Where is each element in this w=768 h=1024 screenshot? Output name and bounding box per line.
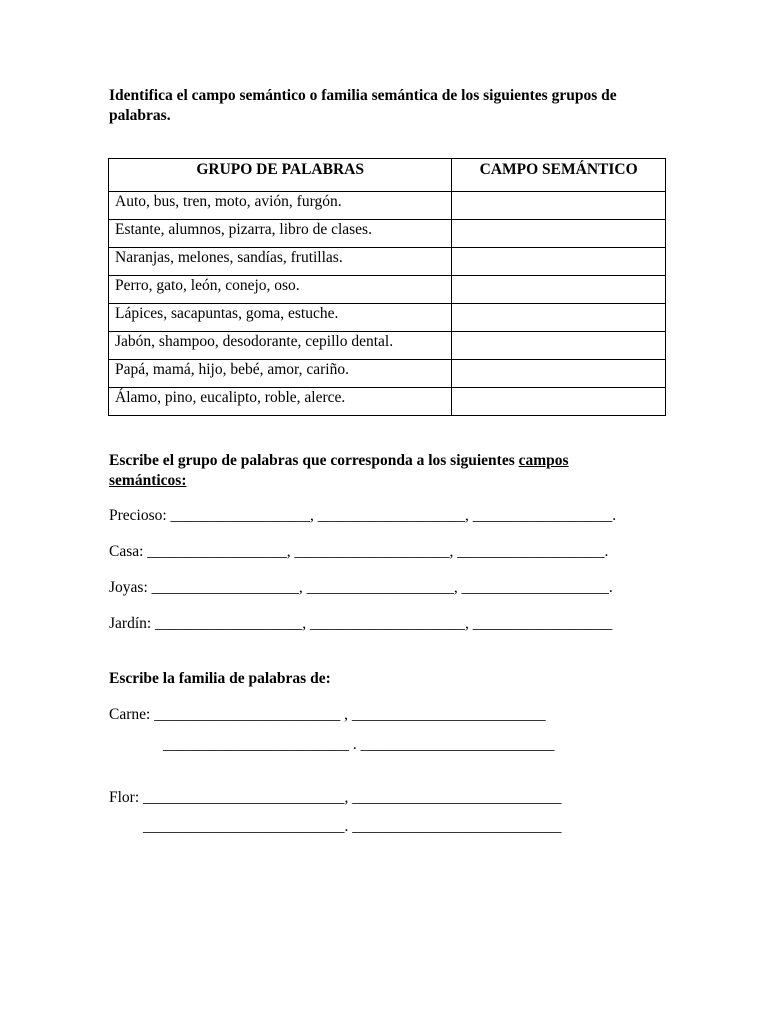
instruction-write-word-groups	[109, 451, 649, 491]
fill-line-joyas[interactable]: Joyas: ___________________, ___________________, ___________________.	[109, 579, 613, 596]
semantic-field-table	[108, 158, 666, 416]
word-group-cell: Naranjas, melones, sandías, frutillas.	[109, 248, 452, 276]
semantic-field-answer-cell[interactable]	[452, 388, 666, 416]
fill-line-flor-2[interactable]: __________________________. ___________________________	[143, 818, 562, 835]
semantic-field-answer-cell[interactable]	[452, 332, 666, 360]
table-row	[109, 304, 666, 332]
word-group-cell: Jabón, shampoo, desodorante, cepillo dental.	[109, 332, 452, 360]
instruction-underlined-semanticos: semánticos:	[109, 472, 187, 489]
semantic-field-answer-cell[interactable]	[452, 248, 666, 276]
instruction-identify-semantic-field: Identifica el campo semántico o familia semántica de los siguientes grupos de palabras.	[109, 87, 617, 124]
table-row	[109, 192, 666, 220]
semantic-field-answer-cell[interactable]	[452, 276, 666, 304]
semantic-field-answer-cell[interactable]	[452, 220, 666, 248]
table-row	[109, 332, 666, 360]
word-group-cell: Lápices, sacapuntas, goma, estuche.	[109, 304, 452, 332]
table-row	[109, 248, 666, 276]
table-row	[109, 220, 666, 248]
word-group-cell: Estante, alumnos, pizarra, libro de clases.	[109, 220, 452, 248]
fill-line-flor-1[interactable]: Flor: __________________________, ___________________________	[109, 789, 562, 806]
semantic-field-answer-cell[interactable]	[452, 304, 666, 332]
word-group-cell: Auto, bus, tren, moto, avión, furgón.	[109, 192, 452, 220]
word-group-cell: Papá, mamá, hijo, bebé, amor, cariño.	[109, 360, 452, 388]
instruction-word-family: Escribe la familia de palabras de:	[109, 670, 331, 687]
fill-line-precioso[interactable]: Precioso: __________________, ___________________, __________________.	[109, 507, 617, 524]
table-row	[109, 276, 666, 304]
table-row	[109, 388, 666, 416]
fill-line-carne-2[interactable]: ________________________ . _________________________	[163, 736, 555, 753]
fill-line-casa[interactable]: Casa: __________________, ____________________, ___________________.	[109, 543, 609, 560]
semantic-field-answer-cell[interactable]	[452, 360, 666, 388]
fill-line-carne-1[interactable]: Carne: ________________________ , _________________________	[109, 706, 546, 723]
word-group-cell: Álamo, pino, eucalipto, roble, alerce.	[109, 388, 452, 416]
table-header-row	[109, 159, 666, 192]
header-semantic-field: CAMPO SEMÁNTICO	[452, 159, 666, 192]
instruction-prefix: Escribe el grupo de palabras que corresponda a los siguientes	[109, 452, 519, 469]
fill-line-jardin[interactable]: Jardín: ___________________, ____________________, __________________	[109, 615, 613, 632]
semantic-field-answer-cell[interactable]	[452, 192, 666, 220]
header-word-group: GRUPO DE PALABRAS	[109, 159, 452, 192]
instruction-underlined-campos: campos	[518, 452, 569, 469]
word-group-cell: Perro, gato, león, conejo, oso.	[109, 276, 452, 304]
table-row	[109, 360, 666, 388]
